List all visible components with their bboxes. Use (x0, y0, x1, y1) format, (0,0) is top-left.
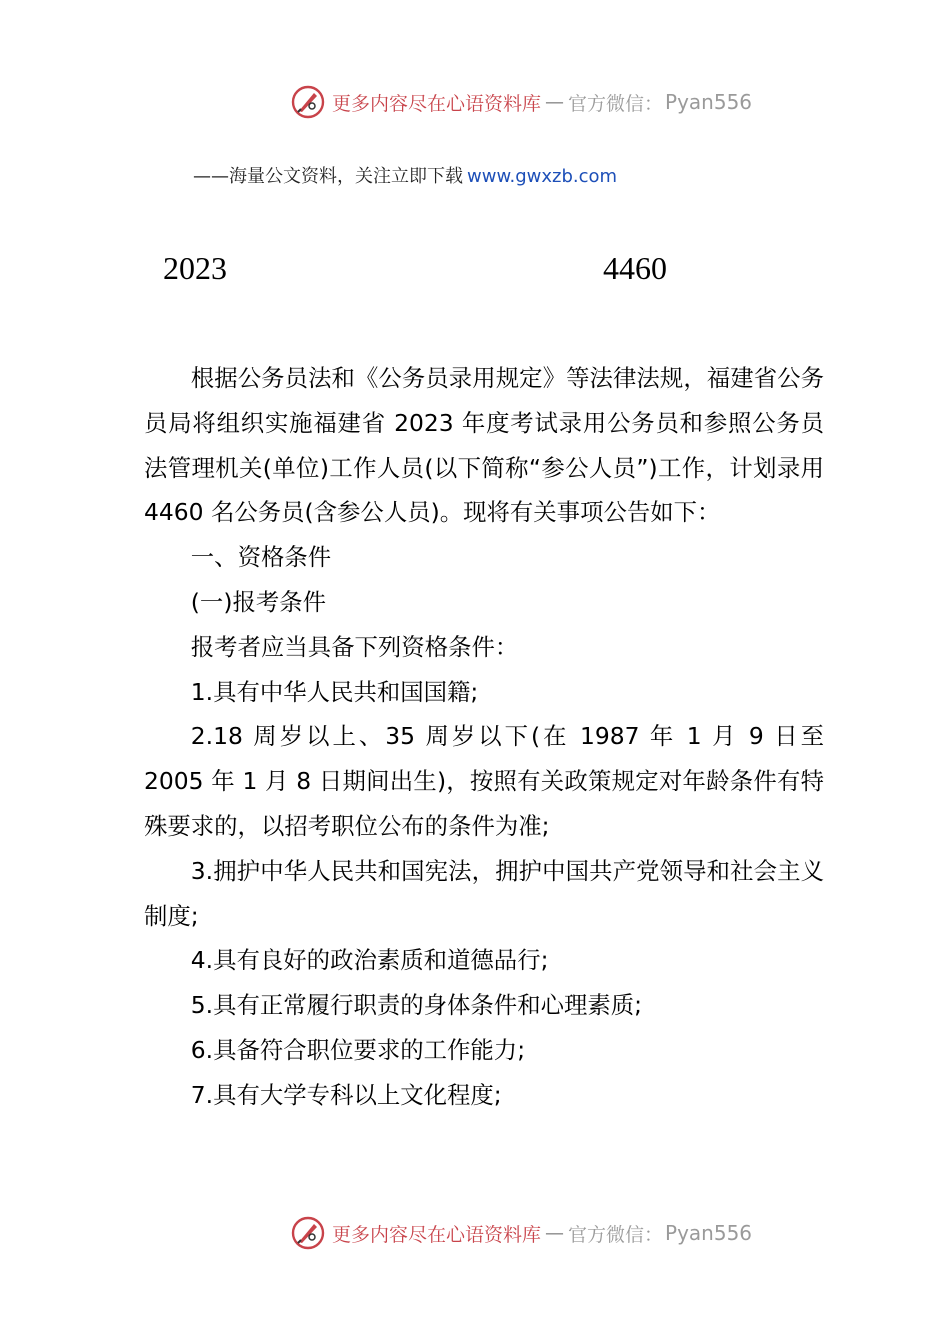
list-item-health: 5.具有正常履行职责的身体条件和心理素质; (190, 991, 643, 1020)
wechat-id: Pyan556 (665, 1221, 753, 1245)
list-item-nationality: 1.具有中华人民共和国国籍; (190, 677, 479, 706)
list-item-ability: 6.具备符合职位要求的工作能力; (190, 1035, 526, 1064)
list-item-political-quality: 4.具有良好的政治素质和道德品行; (190, 946, 549, 975)
wechat-label: 官方微信： (568, 92, 664, 115)
wechat-id: Pyan556 (665, 90, 753, 114)
quill-logo-icon (290, 1215, 326, 1251)
list-item-age: 2.18 周岁以上、35 周岁以下(在 1987 年 1 月 9 日至 2005 年 1 月 8 日期间出生)，按照有关政策规定对年龄条件有特殊要求的，以招考职位公布的条件为准; (144, 722, 824, 840)
list-item-education: 7.具有大学专科以上文化程度; (190, 1080, 502, 1109)
paragraph-requirements-lead: 报考者应当具备下列资格条件： (190, 632, 519, 661)
site-url-link[interactable]: www.gwxzb.com (467, 166, 618, 187)
watermark-text: 更多内容尽在心语资料库 (332, 92, 542, 115)
document-body (144, 356, 824, 1118)
wechat-label: 官方微信： (568, 1223, 664, 1246)
watermark-separator: — (545, 1222, 565, 1244)
quill-logo-icon (290, 84, 326, 120)
download-subline (193, 162, 617, 188)
title-count: 4460 (603, 250, 667, 286)
subsection-heading-requirements: (一)报考条件 (190, 587, 327, 616)
section-heading-qualifications: 一、资格条件 (190, 543, 332, 572)
watermark-text: 更多内容尽在心语资料库 (332, 1223, 542, 1246)
title-year: 2023 (163, 250, 227, 286)
watermark-banner-top (290, 82, 752, 122)
watermark-banner-bottom (290, 1213, 752, 1253)
list-item-constitution: 3.拥护中华人民共和国宪法，拥护中国共产党领导和社会主义制度; (144, 856, 824, 930)
subline-prefix: ——海量公文资料，关注立即下载 (193, 166, 463, 187)
paragraph-intro: 根据公务员法和《公务员录用规定》等法律法规，福建省公务员局将组织实施福建省 2023 年度考试录用公务员和参照公务员法管理机关(单位)工作人员(以下简称“参公人员”)工作，计划录用 4460 名公务员(含参公人员)。现将有关事项公告如下： (144, 364, 824, 527)
watermark-separator: — (545, 91, 565, 113)
